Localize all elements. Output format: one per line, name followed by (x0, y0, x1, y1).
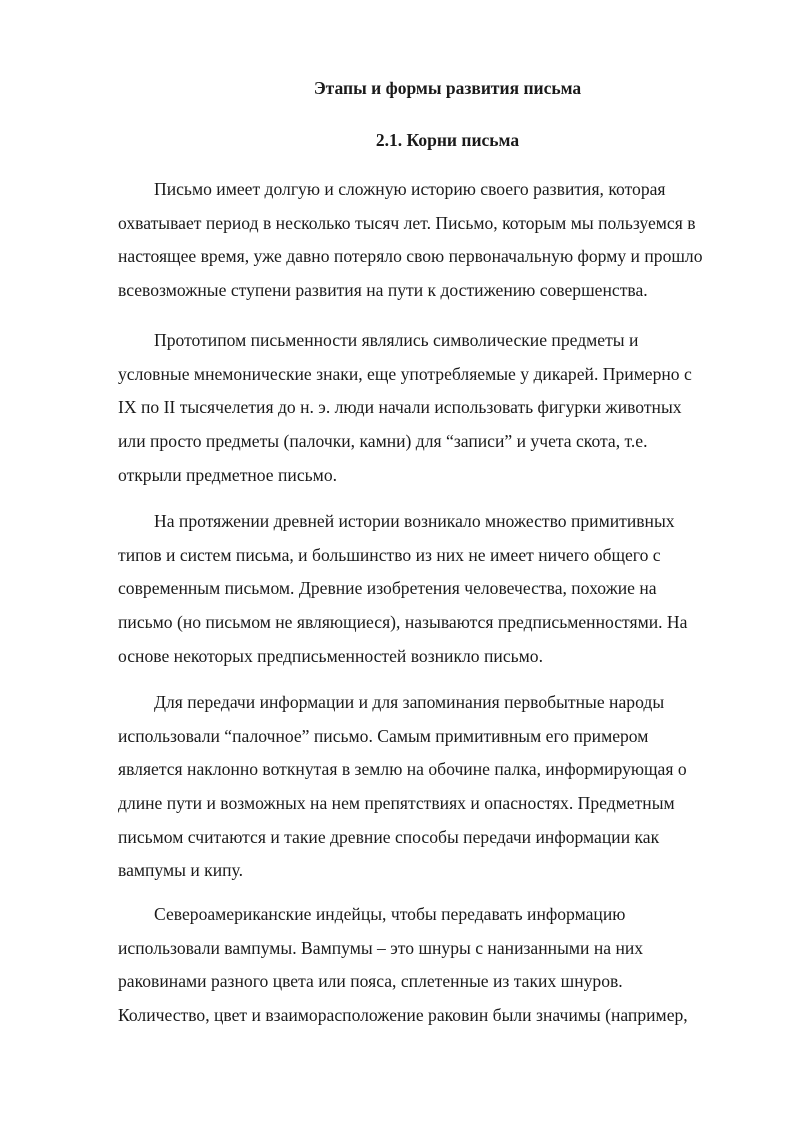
paragraph-5 (118, 898, 688, 1033)
paragraph-2 (118, 324, 692, 492)
paragraph-line: основе некоторых предписьменностей возникло письмо. (118, 645, 543, 666)
paragraph-line: использовали вампумы. Вампумы – это шнуры с нанизанными на них (118, 937, 644, 958)
paragraph-line: Письмо имеет долгую и сложную историю своего развития, которая (154, 179, 666, 199)
paragraph-line: письмо (но письмом не являющиеся), называются предписьменностями. На (118, 612, 688, 633)
paragraph-line: длине пути и возможных на нем препятствиях и опасностях. Предметным (118, 793, 675, 814)
paragraph-line: использовали “палочное” письмо. Самым примитивным его примером (118, 725, 649, 746)
paragraph-line: открыли предметное письмо. (118, 464, 338, 485)
paragraph-line: условные мнемонические знаки, еще употребляемые у дикарей. Примерно с (118, 363, 692, 384)
paragraph-line: На протяжении древней истории возникало множество примитивных (154, 511, 675, 531)
paragraph-line: раковинами разного цвета или пояса, сплетенные из таких шнуров. (118, 971, 623, 992)
paragraph-line: всевозможные ступени развития на пути к достижению совершенства. (118, 280, 648, 301)
paragraph-line: Для передачи информации и для запоминания первобытные народы (154, 692, 665, 712)
paragraph-line: современным письмом. Древние изобретения человечества, похожие на (118, 578, 657, 599)
paragraph-line: вампумы и кипу. (118, 860, 243, 881)
paragraph-line: типов и систем письма, и большинство из них не имеет ничего общего с (118, 544, 661, 565)
paragraph-line: Прототипом письменности являлись символические предметы и (154, 330, 639, 350)
paragraph-line: Количество, цвет и взаиморасположение раковин были значимы (например, (118, 1005, 688, 1026)
paragraph-line: или просто предметы (палочки, камни) для “записи” и учета скота, т.е. (118, 431, 648, 452)
paragraph-4 (118, 686, 687, 888)
paragraph-3 (118, 505, 687, 673)
paragraph-line: настоящее время, уже давно потеряло свою первоначальную форму и прошло (118, 246, 703, 267)
paragraph-1 (118, 173, 703, 308)
paragraph-line: Североамериканские индейцы, чтобы передавать информацию (154, 904, 626, 924)
paragraph-line: письмом считаются и такие древние способы передачи информации как (118, 826, 660, 847)
document-title: Этапы и формы развития письма (313, 78, 582, 98)
paragraph-line: является наклонно воткнутая в землю на обочине палка, информирующая о (118, 759, 687, 780)
paragraph-line: охватывает период в несколько тысяч лет. Письмо, которым мы пользуемся в (118, 212, 696, 233)
section-heading: 2.1. Корни письма (375, 130, 520, 150)
paragraph-line: IX по II тысячелетия до н. э. люди начали использовать фигурки животных (118, 397, 682, 418)
